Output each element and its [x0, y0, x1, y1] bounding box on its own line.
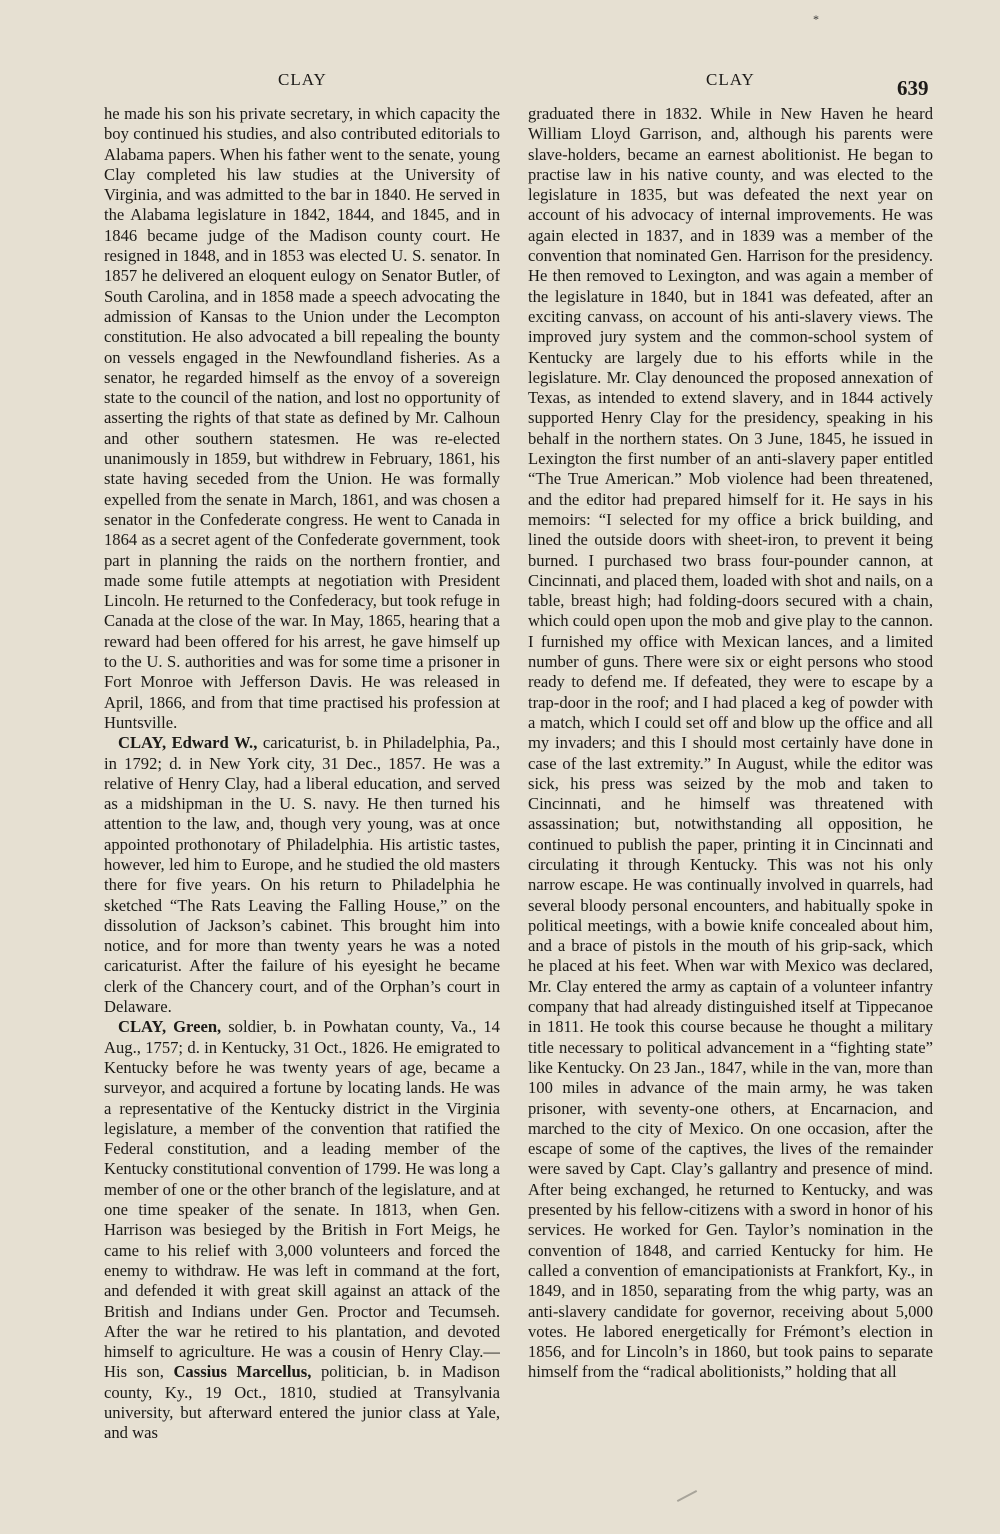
entry-body: soldier, b. in Powhatan county, Va., 14 Aug., 1757; d. in Kentucky, 31 Oct., 1826. He emigrated to Kentucky before he was twenty years of age, became a surveyor, and acquired a fortune by locating lands. He was a representative of the Kentucky district in the Virginia legislature, a member of the convention that ratified the Federal constitution, and a leading member of the Kentucky constitutional convention of 1799. He was long a member of one or the other branch of the legislature, and at one time speaker of the senate. In 1813, when Gen. Harrison was besieged by the British in Fort Meigs, he came to his relief with 3,000 volunteers and forced the enemy to withdraw. He was left in command at the fort, and defended it with great skill against an attack of the British and Indians under Gen. Proctor and Tecumseh. After the war he retired to his plantation, and devoted himself to agriculture. He was a cousin of Henry Clay.—His son, [104, 1017, 500, 1382]
subentry-cassius-clay: Cassius Marcellus, [173, 1362, 312, 1382]
top-mark: * [813, 12, 819, 26]
headword-green-clay: CLAY, Green, [118, 1017, 222, 1037]
left-column [104, 104, 500, 1478]
paragraph-cassius-continued: graduated there in 1832. While in New Haven he heard William Lloyd Garrison, and, although his parents were slave-holders, became an earnest abolitionist. He began to practise law in his native county, and was elected to the legislature in 1835, but was defeated the next year on account of his advocacy of internal improvements. He was again elected in 1837, and in 1839 was a member of the convention that nominated Gen. Harrison for the presidency. He then removed to Lexington, and was again a member of the legislature in 1840, but in 1841 was defeated, after an exciting canvass, on account of his anti-slavery views. The improved jury system and the common-school system of Kentucky are largely due to his efforts while in the legislature. Mr. Clay denounced the proposed annexation of Texas, as intended to extend slavery, and in 1844 actively supported Henry Clay for the presidency, speaking in his behalf in the northern states. On 3 June, 1845, he issued in Lexington the first number of an anti-slavery paper entitled “The True American.” Mob violence had been threatened, and the editor had prepared himself for it. He says in his memoirs: “I selected for my office a brick building, and lined the outside doors with sheet-iron, to prevent it being burned. I purchased two brass four-pounder cannon, at Cincinnati, and placed them, loaded with shot and nails, on a table, breast high; had folding-doors secured with a chain, which could open upon the mob and give play to the cannon. I furnished my office with Mexican lances, and a limited number of guns. There were six or eight persons who stood ready to defend me. If defeated, they were to escape by a trap-door in the roof; and I had placed a keg of powder with a match, which I could set off and blow up the office and all my invaders; and this I should most certainly have done in case of the last extremity.” In August, while the editor was sick, his press was seized by the mob and taken to Cincinnati, and he himself was threatened with assassination; but, notwithstanding all opposition, he continued to publish the paper, printing it in Cincinnati and circulating it through Kentucky. This was not his only narrow escape. He was continually involved in quarrels, had several bloody personal encounters, and habitually spoke in political meetings, with a bowie knife concealed about him, and a brace of pistols in the mouth of his grip-sack, which he placed at his feet. When war with Mexico was declared, Mr. Clay entered the army as captain of a volunteer infantry company that had already distinguished itself at Tippecanoe in 1811. He took this course because he thought a military title necessary to political advancement in a “fighting state” like Kentucky. On 23 Jan., 1847, while in the van, more than 100 miles in advance of the main army, he was taken prisoner, with seventy-one others, at Encarnacion, and marched to the city of Mexico. On one occasion, after the escape of some of the captives, the lives of the remainder were saved by Capt. Clay’s gallantry and presence of mind. After being exchanged, he returned to Kentucky, and was presented by his fellow-citizens with a sword in honor of his services. He worked for Gen. Taylor’s nomination in the convention of 1848, and carried Kentucky for him. He called a convention of emancipationists at Frankfort, Ky., in 1849, and in 1850, separating from the whig party, was an anti-slavery candidate for governor, receiving about 5,000 votes. He labored energetically for Frémont’s election in 1856, and for Lincoln’s in 1860, but took pains to separate himself from the “radical abolitionists,” holding that all [528, 104, 933, 1382]
right-column [528, 104, 933, 1478]
page-number: 639 [897, 76, 929, 100]
paragraph-continued: he made his son his private secretary, in which capacity the boy continued his studies, and also contributed editorials to Alabama papers. When his father went to the senate, young Clay completed his law studies at the University of Virginia, and was admitted to the bar in 1840. He served in the Alabama legislature in 1842, 1844, and 1845, and in 1846 became judge of the Madison county court. He resigned in 1848, and in 1853 was elected U. S. senator. In 1857 he delivered an eloquent eulogy on Senator Butler, of South Carolina, and in 1858 made a speech advocating the admission of Kansas to the Union under the Lecompton constitution. He also advocated a bill repealing the bounty on vessels engaged in the Newfoundland fisheries. As a senator, he regarded himself as the envoy of a sovereign state to the council of the nation, and lost no opportunity of asserting the rights of that state as defined by Mr. Calhoun and other southern statesmen. He was re-elected unanimously in 1859, but withdrew in February, 1861, his state having seceded from the Union. He was formally expelled from the senate in March, 1861, and was chosen a senator in the Confederate congress. He went to Canada in 1864 as a secret agent of the Confederate government, took part in planning the raids on the northern frontier, and made some futile attempts at negotiation with President Lincoln. He returned to the Confederacy, but took refuge in Canada at the close of the war. In May, 1865, hearing that a reward had been offered for his arrest, he gave himself up to the U. S. authorities and was for some time a prisoner in Fort Monroe with Jefferson Davis. He was released in April, 1866, and from that time practised his profession at Huntsville. [104, 104, 500, 732]
entry-green-clay [104, 1017, 500, 1443]
headword-edward-clay: CLAY, Edward W., [118, 733, 258, 753]
entry-body: caricaturist, b. in Philadelphia, Pa., in 1792; d. in New York city, 31 Dec., 1857. He was a relative of Henry Clay, had a liberal education, and served as a midshipman in the U. S. navy. He then turned his attention to the law, and, though very young, was at once appointed prothonotary of Philadelphia. His artistic tastes, however, led him to Europe, and he studied the old masters there for five years. On his return to Philadelphia he sketched “The Rats Leaving the Falling House,” on the dissolution of Jackson’s cabinet. This brought him into notice, and for more than twenty years he was a noted caricaturist. After the failure of his eyesight he became clerk of the Chancery court, and of the Orphan’s court in Delaware. [104, 733, 500, 1017]
pencil-mark [677, 1490, 697, 1502]
running-head-right: CLAY [706, 70, 755, 89]
entry-body-tail: politician, b. in Madison county, Ky., 19 Oct., 1810, studied at Transylvania university, but afterward entered the junior class at Yale, and was [104, 1362, 500, 1443]
running-head-left: CLAY [278, 70, 327, 89]
entry-edward-clay [104, 733, 500, 1017]
